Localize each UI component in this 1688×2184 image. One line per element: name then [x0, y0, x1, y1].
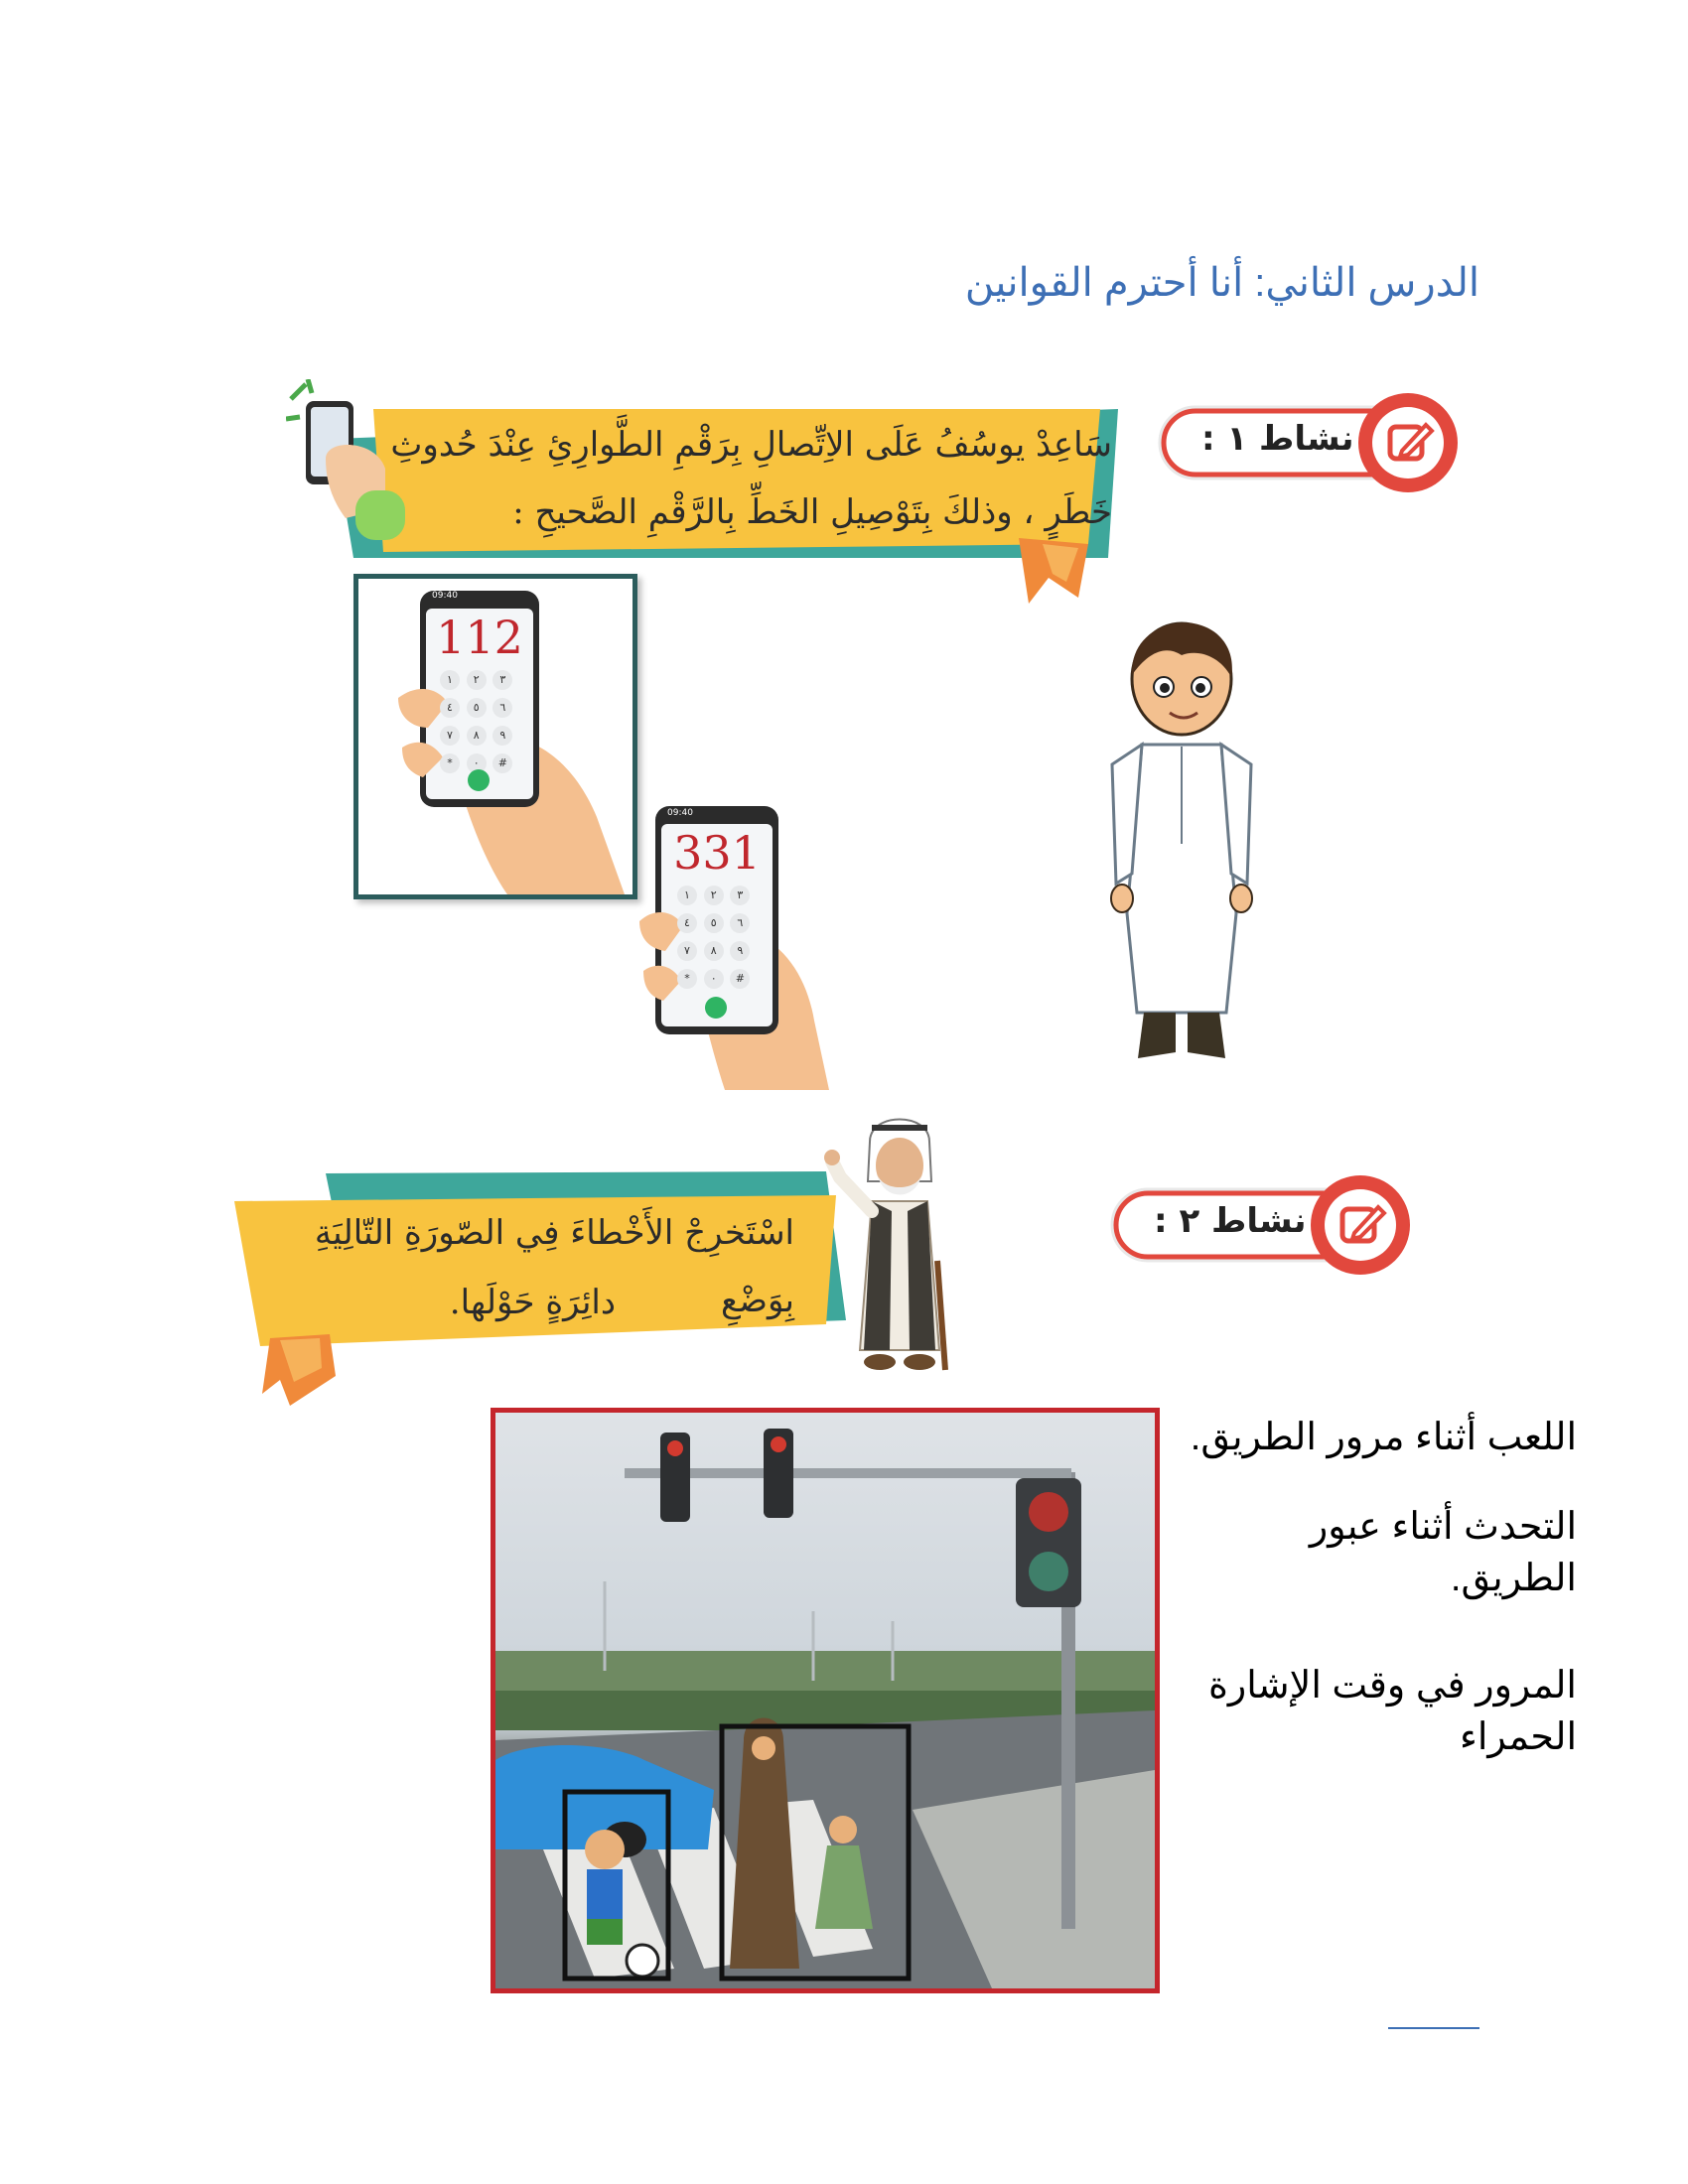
key[interactable]: #	[730, 969, 750, 989]
key[interactable]: ٤	[440, 698, 460, 718]
mistake-1: اللعب أثناء مرور الطريق.	[1190, 1417, 1577, 1458]
activity-2-label: نشاط ٢ :	[1154, 1201, 1307, 1241]
phone-112-keypad	[440, 670, 519, 773]
phone-112-frame[interactable]	[353, 574, 637, 899]
key[interactable]: ٩	[730, 941, 750, 961]
key[interactable]: ٦	[492, 698, 512, 718]
mistake-3: المرور في وقت الإشارة الحمراء	[1207, 1665, 1577, 1758]
lesson-title: الدرس الثاني: أنا أحترم القوانين	[964, 261, 1479, 305]
phone-331-number: 331	[673, 826, 761, 880]
activity-1-badge	[1152, 389, 1470, 498]
street-scene-image[interactable]	[491, 1408, 1160, 1993]
key[interactable]: ٦	[730, 913, 750, 933]
activity-1-instruction-line2: خَطَرٍ ، وذلكَ بِتَوْصِيلِ الخَطِّ بِالرَّقْمِ الصَّحيحِ :	[512, 492, 1112, 532]
phone-331-time: 09:40	[667, 808, 693, 818]
key[interactable]: *	[440, 753, 460, 773]
activity-2-badge	[1104, 1171, 1422, 1281]
key[interactable]: ٠	[467, 753, 487, 773]
activity-2-instruction-line1: اسْتَخرِجْ الأَخْطاءَ فِي الصّورَةِ التّالِيَةِ بِوَضْعِ	[314, 1213, 794, 1320]
boy-illustration[interactable]	[1102, 615, 1261, 1076]
key[interactable]: ٥	[704, 913, 724, 933]
phone-112-number: 112	[436, 611, 523, 664]
street-scene-drawing	[495, 1413, 1155, 1988]
key[interactable]: ٩	[492, 726, 512, 746]
phone-331[interactable]	[635, 802, 834, 1090]
footer-divider	[1388, 2027, 1479, 2029]
key[interactable]: ١	[677, 886, 697, 905]
key[interactable]: ٨	[467, 726, 487, 746]
activity-1-label: نشاط ١ :	[1201, 419, 1354, 459]
key[interactable]: ٤	[677, 913, 697, 933]
activity-1-instruction-line1: سَاعِدْ يوسُفُ عَلَى الاِتِّصالِ بِرَقْمِ الطَّوارِئِ عِنْدَ حُدوثِ	[390, 425, 1112, 465]
key[interactable]: ٧	[440, 726, 460, 746]
key[interactable]: ٧	[677, 941, 697, 961]
phone-112-time: 09:40	[432, 591, 458, 601]
call-icon[interactable]	[468, 769, 490, 791]
key[interactable]: ١	[440, 670, 460, 690]
key[interactable]: ٣	[492, 670, 512, 690]
key[interactable]: ٥	[467, 698, 487, 718]
call-icon[interactable]	[705, 997, 727, 1019]
key[interactable]: *	[677, 969, 697, 989]
phone-331-keypad	[677, 886, 757, 989]
key[interactable]: ٢	[467, 670, 487, 690]
key[interactable]: ٨	[704, 941, 724, 961]
activity-2-instruction-line2: دائِرَةٍ حَوْلَها.	[449, 1283, 616, 1322]
mistake-2: التحدث أثناء عبور الطريق.	[1309, 1506, 1577, 1599]
key[interactable]: #	[492, 753, 512, 773]
key[interactable]: ٢	[704, 886, 724, 905]
key[interactable]: ٠	[704, 969, 724, 989]
key[interactable]: ٣	[730, 886, 750, 905]
grandfather-illustration[interactable]	[820, 1102, 979, 1384]
